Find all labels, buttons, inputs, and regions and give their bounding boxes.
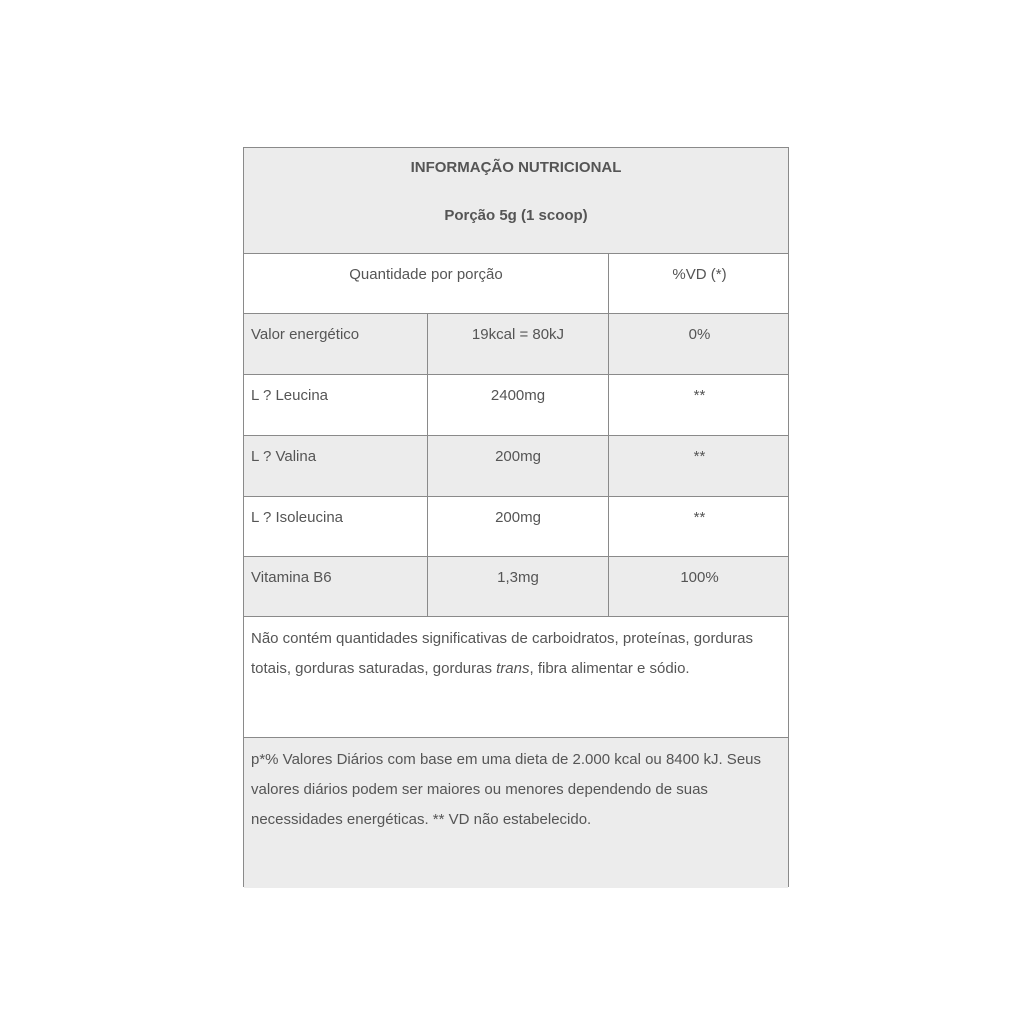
portion-size: Porção 5g (1 scoop) [444,207,588,224]
nutrient-vd: 0% [608,314,790,374]
nutrient-vd: 100% [608,557,790,616]
table-row [244,375,788,436]
table-row [244,557,788,617]
daily-values-footnote: p*% Valores Diários com base em uma dieta de 2.000 kcal ou 8400 kJ. Seus valores diários podem ser maiores ou menores dependendo de suas necessidades energéticas. ** VD não estabelecido. [244,738,788,888]
nutrient-amount: 2400mg [427,375,608,435]
table-title: INFORMAÇÃO NUTRICIONAL [410,159,622,176]
table-row [244,436,788,497]
nutrient-amount: 19kcal = 80kJ [427,314,608,374]
table-header [244,148,788,254]
nutrient-amount: 1,3mg [427,557,608,616]
nutrient-amount: 200mg [427,497,608,556]
column-header-row [244,254,788,314]
no-significant-amounts-note [244,617,788,738]
nutrient-vd: ** [608,436,790,496]
nutrient-name: Vitamina B6 [251,569,332,586]
nutrient-name: L ? Valina [251,448,317,465]
nutrient-vd: ** [608,497,790,556]
note-text-end: , fibra alimentar e sódio. [529,660,690,677]
nutrient-name: L ? Leucina [251,387,329,404]
vd-column-header: %VD (*) [608,254,790,313]
table-row [244,314,788,375]
note-italic-text: trans [496,660,530,677]
table-row [244,497,788,557]
nutrient-name: L ? Isoleucina [251,509,344,526]
quantity-column-header: Quantidade por porção [349,266,503,283]
nutrient-name: Valor energético [251,326,360,343]
nutrition-facts-table [243,147,789,887]
note-text: Não contém quantidades significativas de carboidratos, proteínas, gorduras totais, gorduras saturadas, gorduras [251,630,753,677]
nutrient-vd: ** [608,375,790,435]
nutrient-amount: 200mg [427,436,608,496]
